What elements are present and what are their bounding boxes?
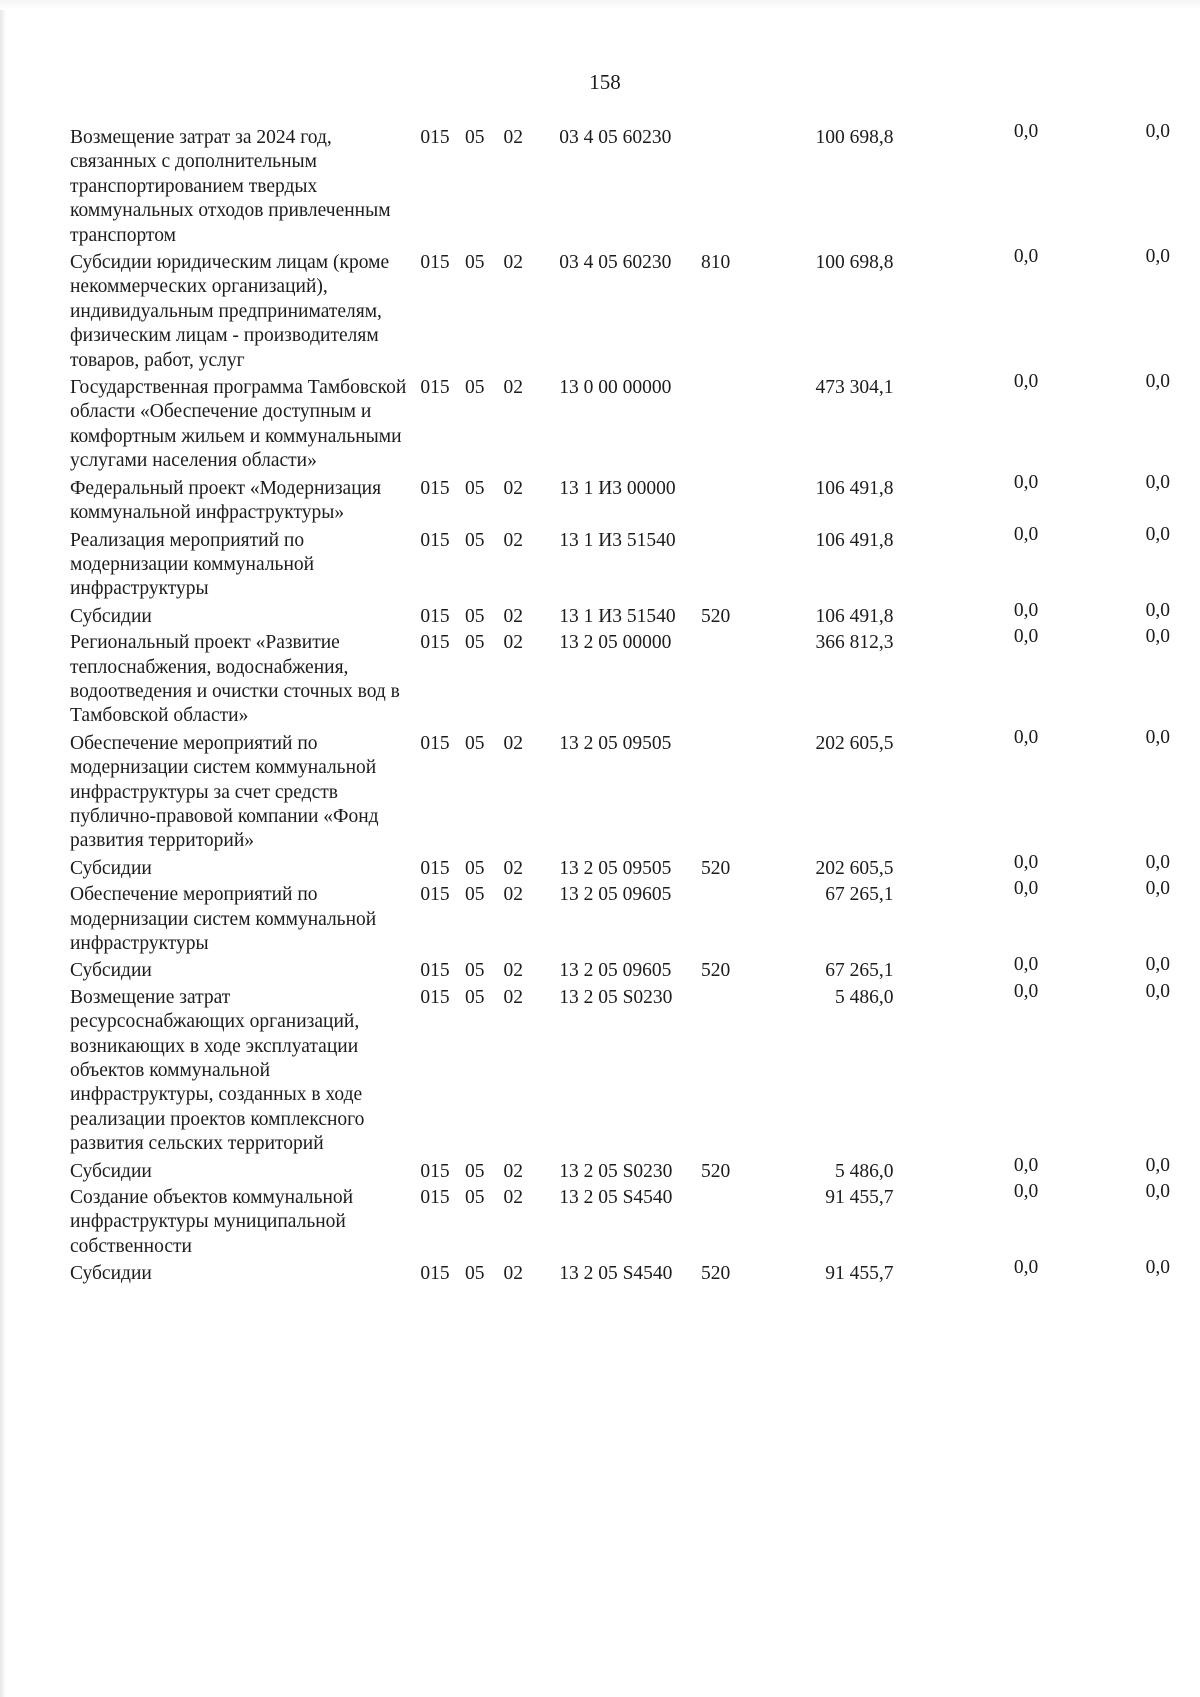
row-section-code: 05 [465,857,485,879]
row-name: Реализация мероприятий по модернизации коммунальной инфраструктуры [70,529,315,600]
row-grbs-code: 015 [420,1263,450,1285]
row-amount-year-1: 67 265,1 [825,960,894,982]
row-amount-year-1: 106 491,8 [815,529,894,551]
row-amount-year-2: 0,0 [1013,371,1039,393]
row-expense-type-code [701,529,752,605]
row-name: Региональный проект «Развитие теплоснабжения, водоснабжения, водоотведения и очистки сточных вод в Тамбовской области» [70,632,400,727]
row-expense-type-code: 520 [701,857,731,879]
row-amount-year-3: 0,0 [1145,246,1170,268]
row-subsection-code: 02 [503,477,523,499]
row-amount-year-1: 202 605,5 [815,732,894,754]
row-amount-year-2: 0,0 [1013,523,1039,545]
row-grbs-code: 015 [420,1187,450,1209]
row-target-article-code: 13 2 05 S4540 [559,1263,673,1285]
row-amount-year-3: 0,0 [1145,954,1170,976]
row-grbs-code: 015 [420,732,450,754]
row-amount-year-3: 0,0 [1145,371,1170,393]
row-section-code: 05 [465,1263,485,1285]
row-name: Субсидии [70,857,152,879]
row-amount-year-1: 91 455,7 [825,1263,894,1285]
row-target-article-code: 13 2 05 09505 [559,857,672,879]
row-amount-year-2: 0,0 [1013,1181,1039,1203]
row-target-article-code: 13 1 И3 51540 [559,605,676,627]
row-amount-year-3: 0,0 [1145,851,1170,873]
row-target-article-code: 13 2 05 S0230 [559,986,673,1008]
page-number: 158 [589,70,621,94]
table-row [70,883,1170,959]
row-grbs-code: 015 [420,960,450,982]
row-amount-year-3: 0,0 [1145,1154,1170,1176]
row-subsection-code: 02 [503,1160,523,1182]
row-expense-type-code [701,631,752,732]
row-target-article-code: 13 2 05 09605 [559,884,672,906]
row-grbs-code: 015 [420,127,450,148]
row-subsection-code: 02 [503,857,523,879]
row-amount-year-3: 0,0 [1145,726,1170,748]
row-subsection-code: 02 [503,986,523,1008]
row-name: Создание объектов коммунальной инфраструктуры муниципальной собственности [70,1187,354,1257]
row-target-article-code: 13 2 05 09505 [559,732,672,754]
row-section-code: 05 [465,732,485,754]
row-name: Субсидии [70,1160,152,1182]
row-name: Обеспечение мероприятий по модернизации систем коммунальной инфраструктуры [70,884,377,954]
row-subsection-code: 02 [503,127,523,148]
row-subsection-code: 02 [503,605,523,627]
row-section-code: 05 [465,1187,485,1209]
row-amount-year-3: 0,0 [1145,1181,1170,1203]
row-name: Государственная программа Тамбовской области «Обеспечение доступным и комфортным жильем и коммунальными услугами населения области» [70,377,407,472]
row-section-code: 05 [465,632,485,654]
row-grbs-code: 015 [420,252,450,274]
row-target-article-code: 13 0 00 00000 [559,377,672,399]
row-subsection-code: 02 [503,529,523,551]
row-subsection-code: 02 [503,1263,523,1285]
row-grbs-code: 015 [420,857,450,879]
row-grbs-code: 015 [420,632,450,654]
row-section-code: 05 [465,127,485,148]
row-target-article-code: 13 1 И3 00000 [559,477,676,499]
row-amount-year-1: 5 486,0 [834,1160,894,1182]
row-expense-type-code: 810 [701,252,731,274]
row-target-article-code: 13 2 05 00000 [559,632,672,654]
row-name: Федеральный проект «Модернизация коммунальной инфраструктуры» [70,477,382,524]
row-subsection-code: 02 [503,252,523,274]
row-amount-year-1: 473 304,1 [815,377,894,399]
row-amount-year-2: 0,0 [1013,599,1039,621]
row-section-code: 05 [465,377,485,399]
row-name: Обеспечение мероприятий по модернизации систем коммунальной инфраструктуры за счет средств публично-правовой компании «Фонд развития территорий» [70,732,379,852]
table-body [70,121,1170,1289]
row-amount-year-3: 0,0 [1145,599,1170,621]
row-expense-type-code [701,883,752,959]
row-target-article-code: 03 4 05 60230 [559,127,672,148]
row-amount-year-2: 0,0 [1013,954,1039,976]
budget-table [70,121,1170,1289]
row-amount-year-3: 0,0 [1145,1257,1170,1279]
table-row [70,126,1170,251]
row-grbs-code: 015 [420,884,450,906]
row-subsection-code: 02 [503,732,523,754]
row-amount-year-2: 0,0 [1013,878,1039,900]
row-expense-type-code [701,376,752,477]
row-name: Возмещение затрат за 2024 год, связанных с дополнительным транспортированием твердых коммунальных отходов привлеченным транспортом [70,127,391,246]
row-target-article-code: 13 2 05 S0230 [559,1160,673,1182]
table-row [70,1262,1170,1288]
row-amount-year-2: 0,0 [1013,980,1039,1002]
row-amount-year-1: 106 491,8 [815,605,894,627]
row-grbs-code: 015 [420,377,450,399]
row-expense-type-code [701,126,752,251]
row-amount-year-1: 67 265,1 [825,884,894,906]
row-expense-type-code [701,732,752,857]
row-amount-year-2: 0,0 [1013,1154,1039,1176]
row-amount-year-3: 0,0 [1145,980,1170,1002]
row-target-article-code: 13 1 И3 51540 [559,529,676,551]
scan-edge-shadow [0,0,6,1697]
row-target-article-code: 13 2 05 S4540 [559,1187,673,1209]
row-amount-year-1: 5 486,0 [834,986,894,1008]
row-amount-year-2: 0,0 [1013,121,1039,142]
row-name: Субсидии [70,1263,152,1285]
row-section-code: 05 [465,960,485,982]
row-expense-type-code: 520 [701,1263,731,1285]
row-amount-year-1: 106 491,8 [815,477,894,499]
row-subsection-code: 02 [503,1187,523,1209]
row-grbs-code: 015 [420,477,450,499]
table-row [70,477,1170,529]
row-amount-year-2: 0,0 [1013,246,1039,268]
row-expense-type-code [701,477,752,529]
row-amount-year-3: 0,0 [1145,523,1170,545]
row-subsection-code: 02 [503,884,523,906]
row-amount-year-3: 0,0 [1145,121,1170,142]
row-grbs-code: 015 [420,529,450,551]
table-row [70,1186,1170,1262]
row-name: Субсидии [70,605,152,627]
row-section-code: 05 [465,884,485,906]
row-section-code: 05 [465,477,485,499]
row-section-code: 05 [465,986,485,1008]
table-row [70,732,1170,857]
table-row [70,986,1170,1160]
row-amount-year-3: 0,0 [1145,878,1170,900]
row-name: Возмещение затрат ресурсоснабжающих организаций, возникающих в ходе эксплуатации объектов коммунальной инфраструктуры, созданных в ходе реализации проектов комплексного развития сельских территорий [70,986,365,1155]
row-section-code: 05 [465,529,485,551]
table-row [70,251,1170,376]
table-row [70,631,1170,732]
row-subsection-code: 02 [503,377,523,399]
row-amount-year-2: 0,0 [1013,471,1039,493]
row-expense-type-code: 520 [701,960,731,982]
row-name: Субсидии юридическим лицам (кроме некоммерческих организаций), индивидуальным предпринимателям, физическим лицам - производителям товаров, работ, услуг [70,252,390,371]
row-amount-year-3: 0,0 [1145,626,1170,648]
row-amount-year-2: 0,0 [1013,626,1039,648]
row-amount-year-2: 0,0 [1013,726,1039,748]
row-section-code: 05 [465,1160,485,1182]
row-amount-year-1: 91 455,7 [825,1187,894,1209]
row-subsection-code: 02 [503,960,523,982]
row-grbs-code: 015 [420,605,450,627]
row-grbs-code: 015 [420,986,450,1008]
row-subsection-code: 02 [503,632,523,654]
row-expense-type-code [701,986,752,1160]
row-expense-type-code [701,1186,752,1262]
row-section-code: 05 [465,252,485,274]
row-expense-type-code: 520 [701,1160,731,1182]
table-row [70,376,1170,477]
row-name: Субсидии [70,960,152,982]
row-grbs-code: 015 [420,1160,450,1182]
row-amount-year-1: 366 812,3 [815,632,894,654]
row-amount-year-2: 0,0 [1013,851,1039,873]
row-target-article-code: 13 2 05 09605 [559,960,672,982]
row-amount-year-1: 100 698,8 [815,252,894,274]
row-section-code: 05 [465,605,485,627]
table-row [70,529,1170,605]
row-amount-year-3: 0,0 [1145,471,1170,493]
row-amount-year-1: 202 605,5 [815,857,894,879]
row-expense-type-code: 520 [701,605,731,627]
row-amount-year-2: 0,0 [1013,1257,1039,1279]
scan-top-noise [0,0,1200,10]
row-amount-year-1: 100 698,8 [815,127,894,148]
row-target-article-code: 03 4 05 60230 [559,252,672,274]
